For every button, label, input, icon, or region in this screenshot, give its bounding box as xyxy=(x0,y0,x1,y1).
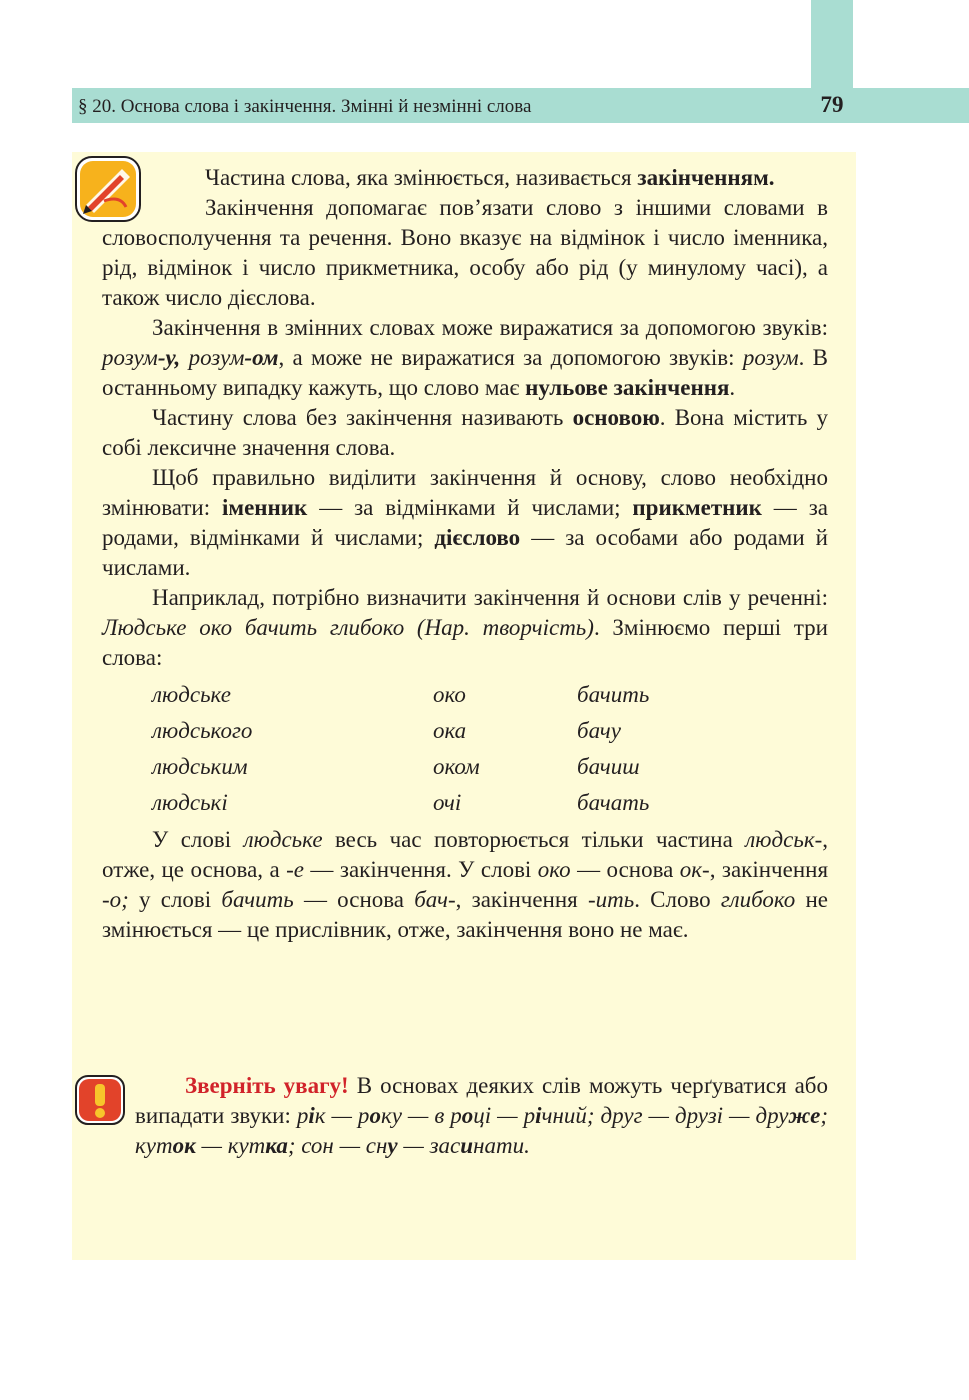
paragraph: Щоб правильно виділити закінчення й основу, слово необхідно змінювати: іменник — за відмінками й числами; прикметник — за родами, відмінками й числами; дієслово — за особами або родами й числами. xyxy=(102,465,828,580)
section-title: § 20. Основа слова і закінчення. Змінні й незмінні слова xyxy=(78,96,532,117)
table-cell: ока xyxy=(433,718,467,743)
exclamation-icon xyxy=(74,1074,126,1126)
page-number: 79 xyxy=(820,92,844,117)
warning-title: Зверніть увагу! xyxy=(185,1073,349,1098)
warning-examples: рік — року — в році — річний; друг — друзі — друже; куток — кутка; сон — сну — засинати. xyxy=(135,1103,828,1158)
table-cell: око xyxy=(433,682,466,707)
paragraph: Частину слова без закінчення називають основою. Вона містить у собі лексичне значення слова. xyxy=(102,405,828,460)
paragraph: Закінчення в змінних словах може виражатися за допомогою звуків: розум-у, розум-ом, а може не виражатися за допомогою звуків: розум. В останньому випадку кажуть, що слово має нульове закінчення. xyxy=(102,315,828,400)
table-cell: людського xyxy=(152,718,253,743)
table-row xyxy=(152,677,828,713)
table-cell: бачать xyxy=(577,790,650,815)
word-forms-table xyxy=(152,677,828,821)
table-cell: людські xyxy=(152,790,228,815)
table-cell: бачу xyxy=(577,718,621,743)
paragraph: Частина слова, яка змінюється, називається закінченням. xyxy=(205,165,775,190)
warning-note: Зверніть увагу! В основах деяких слів можуть черґуватися або випадати звуки: рік — року — в році — річний; друг — друзі — друже; куток — кутка; сон — сну — засинати. xyxy=(135,1073,828,1158)
table-cell: очі xyxy=(433,790,462,815)
table-row xyxy=(152,749,828,785)
table-cell: бачиш xyxy=(577,754,640,779)
table-cell: бачить xyxy=(577,682,650,707)
table-cell: оком xyxy=(433,754,480,779)
table-row xyxy=(152,713,828,749)
table-cell: людським xyxy=(152,754,248,779)
rule-text xyxy=(102,163,828,945)
table-cell: людське xyxy=(152,682,231,707)
paragraph: Закінчення допомагає пов’язати слово з іншими словами в словосполучення та речення. Воно вказує на відмінок і число іменника, рід, відмінок і число прикметника, особу або рід (у минулому часі), а також число дієслова. xyxy=(102,195,828,310)
paragraph: Наприклад, потрібно визначити закінчення й основи слів у реченні: Людське око бачить глибоко (Нар. творчість). Змінюємо перші три слова: xyxy=(102,585,828,670)
table-row xyxy=(152,785,828,821)
paragraph: У слові людське весь час повторюється тільки частина людськ-, отже, це основа, а -е — закінчення. У слові око — основа ок-, закінчення -о; у слові бачить — основа бач-, закінчення -ить. Слово глибоко не змінюється — це прислівник, отже, закінчення воно не має. xyxy=(102,827,829,942)
